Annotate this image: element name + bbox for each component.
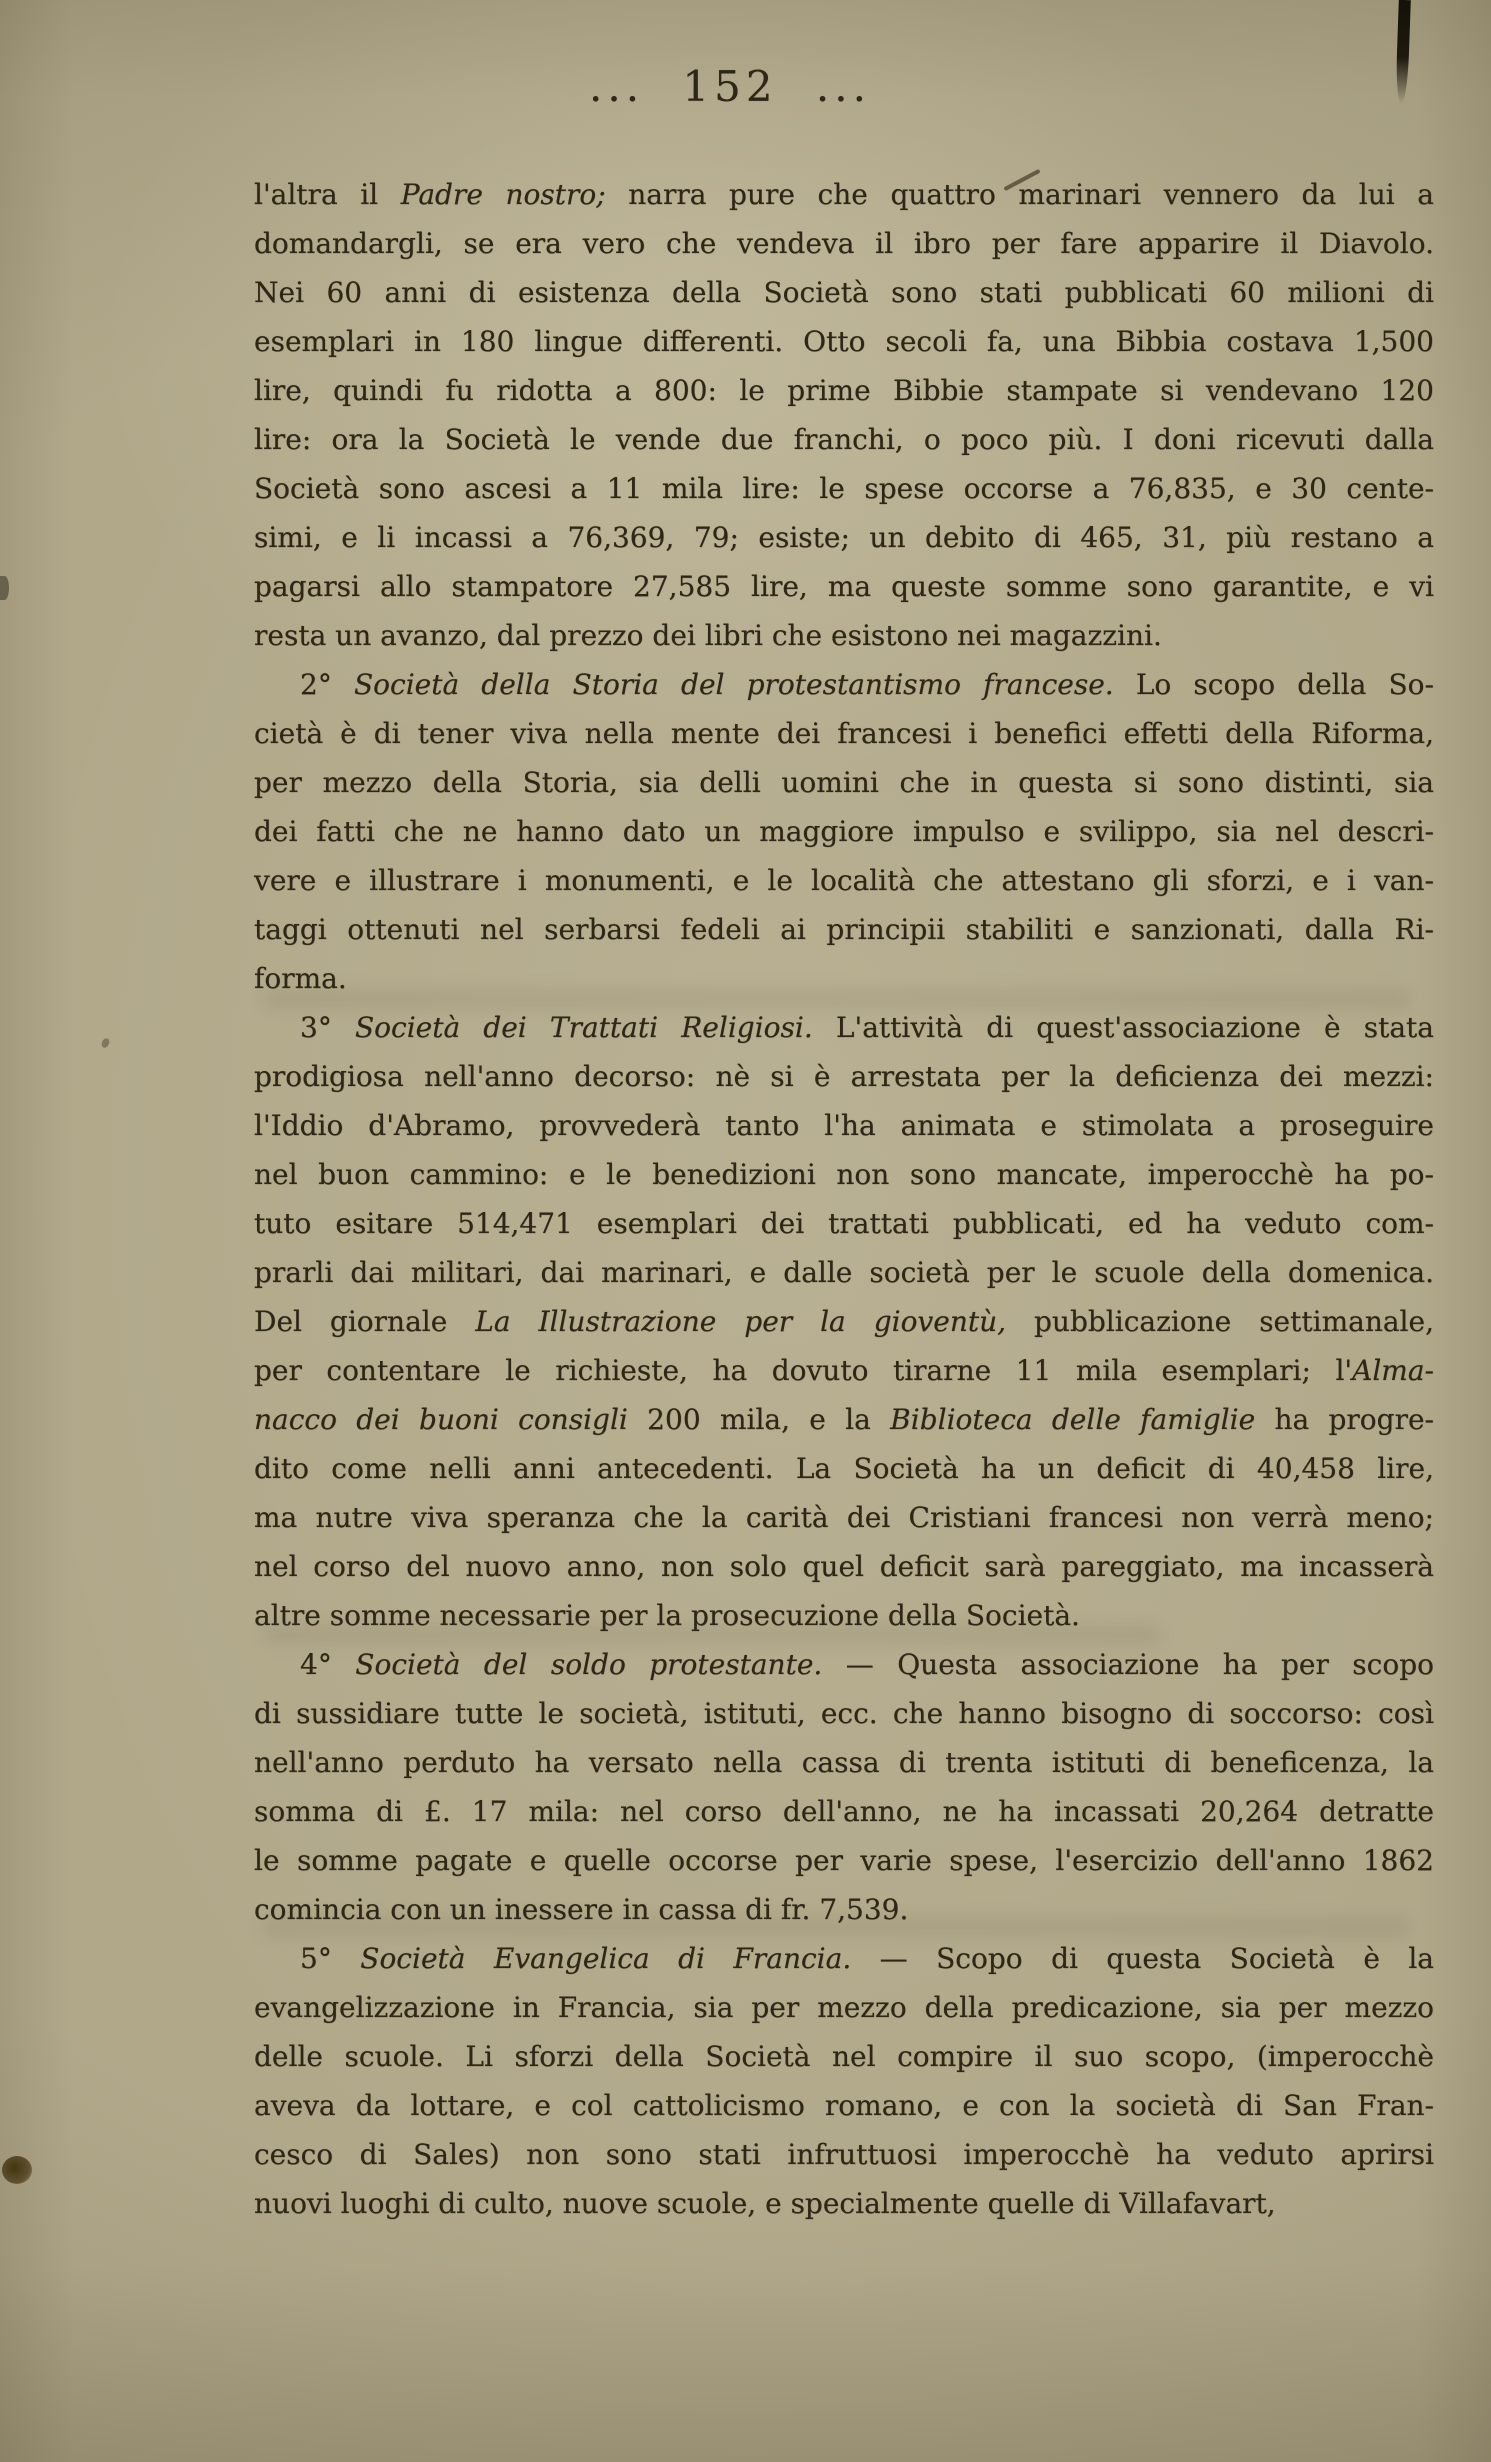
text-run: — Scopo di questa Società è la xyxy=(851,1942,1434,1975)
text-line xyxy=(254,1444,1434,1493)
text-run: nel corso del nuovo anno, non solo quel deficit sarà pareggiato, ma incasserà xyxy=(254,1550,1434,1583)
text-run: cesco di Sales) non sono stati infruttuosi imperocchè ha veduto aprirsi xyxy=(254,2138,1434,2171)
text-line xyxy=(254,709,1434,758)
scan-edge-streak xyxy=(1395,0,1411,104)
text-line xyxy=(254,1101,1434,1150)
text-run: pagarsi allo stampatore 27,585 lire, ma queste somme sono garantite, e vi xyxy=(254,570,1434,603)
ink-blot xyxy=(2,2156,32,2184)
italic-text-run: La Illustrazione per la gioventù, xyxy=(475,1305,1007,1338)
italic-text-run: Padre nostro; xyxy=(400,178,606,211)
text-line xyxy=(254,1297,1434,1346)
text-line xyxy=(254,268,1434,317)
text-run: 5° xyxy=(300,1942,361,1975)
text-line xyxy=(254,1003,1434,1052)
text-line xyxy=(254,2032,1434,2081)
text-run: simi, e li incassi a 76,369, 79; esiste; un debito di 465, 31, più restano a xyxy=(254,521,1434,554)
text-run: dito come nelli anni antecedenti. La Società ha un deficit di 40,458 lire, xyxy=(254,1452,1434,1485)
text-line xyxy=(254,758,1434,807)
edge-speck xyxy=(0,576,9,600)
text-run: l'Iddio d'Abramo, provvederà tanto l'ha animata e stimolata a proseguire xyxy=(254,1109,1434,1142)
italic-text-run: Società della Storia del protestantismo francese. xyxy=(353,668,1114,701)
text-run: taggi ottenuti nel serbarsi fedeli ai principii stabiliti e sanzionati, dalla Ri- xyxy=(254,913,1434,946)
text-line xyxy=(254,1738,1434,1787)
text-line xyxy=(254,1836,1434,1885)
text-run: ma nutre viva speranza che la carità dei Cristiani francesi non verrà meno; xyxy=(254,1501,1434,1534)
text-run: ha progre- xyxy=(1255,1403,1434,1436)
text-run: Lo scopo della So- xyxy=(1113,668,1435,701)
text-run: dei fatti che ne hanno dato un maggiore impulso e svilippo, sia nel descri- xyxy=(254,815,1434,848)
page-text xyxy=(254,170,1434,2228)
text-line xyxy=(254,366,1434,415)
text-run: tuto esitare 514,471 esemplari dei trattati pubblicati, ed ha veduto com- xyxy=(254,1207,1434,1240)
text-run: — Questa associazione ha per scopo xyxy=(822,1648,1434,1681)
text-line xyxy=(254,954,1434,1003)
text-line xyxy=(254,1934,1434,1983)
text-run: nel buon cammino: e le benedizioni non sono mancate, imperocchè ha po- xyxy=(254,1158,1434,1191)
text-run: pubblicazione settimanale, xyxy=(1006,1305,1434,1338)
text-line xyxy=(254,1199,1434,1248)
italic-text-run: Società del soldo protestante. xyxy=(355,1648,823,1681)
margin-speck xyxy=(100,1037,111,1049)
text-run: lire, quindi fu ridotta a 800: le prime Bibbie stampate si vendevano 120 xyxy=(254,374,1434,407)
text-run: le somme pagate e quelle occorse per varie spese, l'esercizio dell'anno 1862 xyxy=(254,1844,1434,1877)
text-run: vere e illustrare i monumenti, e le località che attestano gli sforzi, e i van- xyxy=(254,864,1434,897)
text-line xyxy=(254,856,1434,905)
text-run: narra pure che quattro marinari vennero da lui a xyxy=(605,178,1434,211)
text-line xyxy=(254,2130,1434,2179)
text-run: per mezzo della Storia, sia delli uomini che in questa si sono distinti, sia xyxy=(254,766,1434,799)
text-line xyxy=(254,2081,1434,2130)
text-run: 3° xyxy=(300,1011,355,1044)
text-line xyxy=(254,562,1434,611)
text-line xyxy=(254,464,1434,513)
text-run: comincia con un inessere in cassa di fr. 7,539. xyxy=(254,1893,909,1926)
text-run: forma. xyxy=(254,962,347,995)
italic-text-run: Società dei Trattati Religiosi. xyxy=(354,1011,813,1044)
text-run: di sussidiare tutte le società, istituti, ecc. che hanno bisogno di soccorso: così xyxy=(254,1697,1434,1730)
text-line xyxy=(254,1493,1434,1542)
text-line xyxy=(254,170,1434,219)
text-line xyxy=(254,1052,1434,1101)
text-run: Società sono ascesi a 11 mila lire: le spese occorse a 76,835, e 30 cente- xyxy=(254,472,1434,505)
text-line xyxy=(254,1885,1434,1934)
text-run: 4° xyxy=(300,1648,356,1681)
text-run: evangelizzazione in Francia, sia per mezzo della predicazione, sia per mezzo xyxy=(254,1991,1434,2024)
text-line xyxy=(254,513,1434,562)
text-line xyxy=(254,1248,1434,1297)
italic-text-run: Biblioteca delle famiglie xyxy=(890,1403,1256,1436)
text-run: resta un avanzo, dal prezzo dei libri che esistono nei magazzini. xyxy=(254,619,1162,652)
text-line xyxy=(254,1640,1434,1689)
text-run: nell'anno perduto ha versato nella cassa di trenta istituti di beneficenza, la xyxy=(254,1746,1434,1779)
text-line xyxy=(254,1591,1434,1640)
text-run: l'altra il xyxy=(254,178,401,211)
text-run: prarli dai militari, dai marinari, e dalle società per le scuole della domenica. xyxy=(254,1256,1434,1289)
text-run: lire: ora la Società le vende due franchi, o poco più. I doni ricevuti dalla xyxy=(254,423,1434,456)
text-line xyxy=(254,660,1434,709)
text-line xyxy=(254,1542,1434,1591)
text-line xyxy=(254,1689,1434,1738)
text-run: Nei 60 anni di esistenza della Società sono stati pubblicati 60 milioni di xyxy=(254,276,1434,309)
text-run: esemplari in 180 lingue differenti. Otto secoli fa, una Bibbia costava 1,500 xyxy=(254,325,1434,358)
text-run: aveva da lottare, e col cattolicismo romano, e con la società di San Fran- xyxy=(254,2089,1434,2122)
text-line xyxy=(254,2179,1434,2228)
text-line xyxy=(254,415,1434,464)
text-run: altre somme necessarie per la prosecuzione della Società. xyxy=(254,1599,1080,1632)
italic-text-run: nacco dei buoni consigli xyxy=(254,1403,628,1436)
text-line xyxy=(254,1150,1434,1199)
text-run: somma di £. 17 mila: nel corso dell'anno, ne ha incassati 20,264 detratte xyxy=(254,1795,1434,1828)
text-run: L'attività di quest'associazione è stata xyxy=(812,1011,1434,1044)
text-line xyxy=(254,1346,1434,1395)
text-run: domandargli, se era vero che vendeva il ibro per fare apparire il Diavolo. xyxy=(254,227,1434,260)
page-number: ... 152 ... xyxy=(589,62,871,111)
text-line xyxy=(254,1787,1434,1836)
text-line xyxy=(254,807,1434,856)
text-line xyxy=(254,219,1434,268)
text-run: prodigiosa nell'anno decorso: nè si è arrestata per la deficienza dei mezzi: xyxy=(254,1060,1434,1093)
text-line xyxy=(254,905,1434,954)
text-run: cietà è di tener viva nella mente dei francesi i benefici effetti della Riforma, xyxy=(254,717,1434,750)
text-run: per contentare le richieste, ha dovuto tirarne 11 mila esemplari; l' xyxy=(254,1354,1353,1387)
text-run: 2° xyxy=(300,668,354,701)
text-run: nuovi luoghi di culto, nuove scuole, e specialmente quelle di Villafavart, xyxy=(254,2187,1276,2220)
text-line xyxy=(254,611,1434,660)
text-run: delle scuole. Li sforzi della Società nel compire il suo scopo, (imperocchè xyxy=(254,2040,1434,2073)
text-run: Del giornale xyxy=(254,1305,476,1338)
text-line xyxy=(254,1395,1434,1444)
italic-text-run: Alma- xyxy=(1352,1354,1434,1387)
text-line xyxy=(254,1983,1434,2032)
text-line xyxy=(254,317,1434,366)
text-run: 200 mila, e la xyxy=(627,1403,891,1436)
italic-text-run: Società Evangelica di Francia. xyxy=(360,1942,852,1975)
